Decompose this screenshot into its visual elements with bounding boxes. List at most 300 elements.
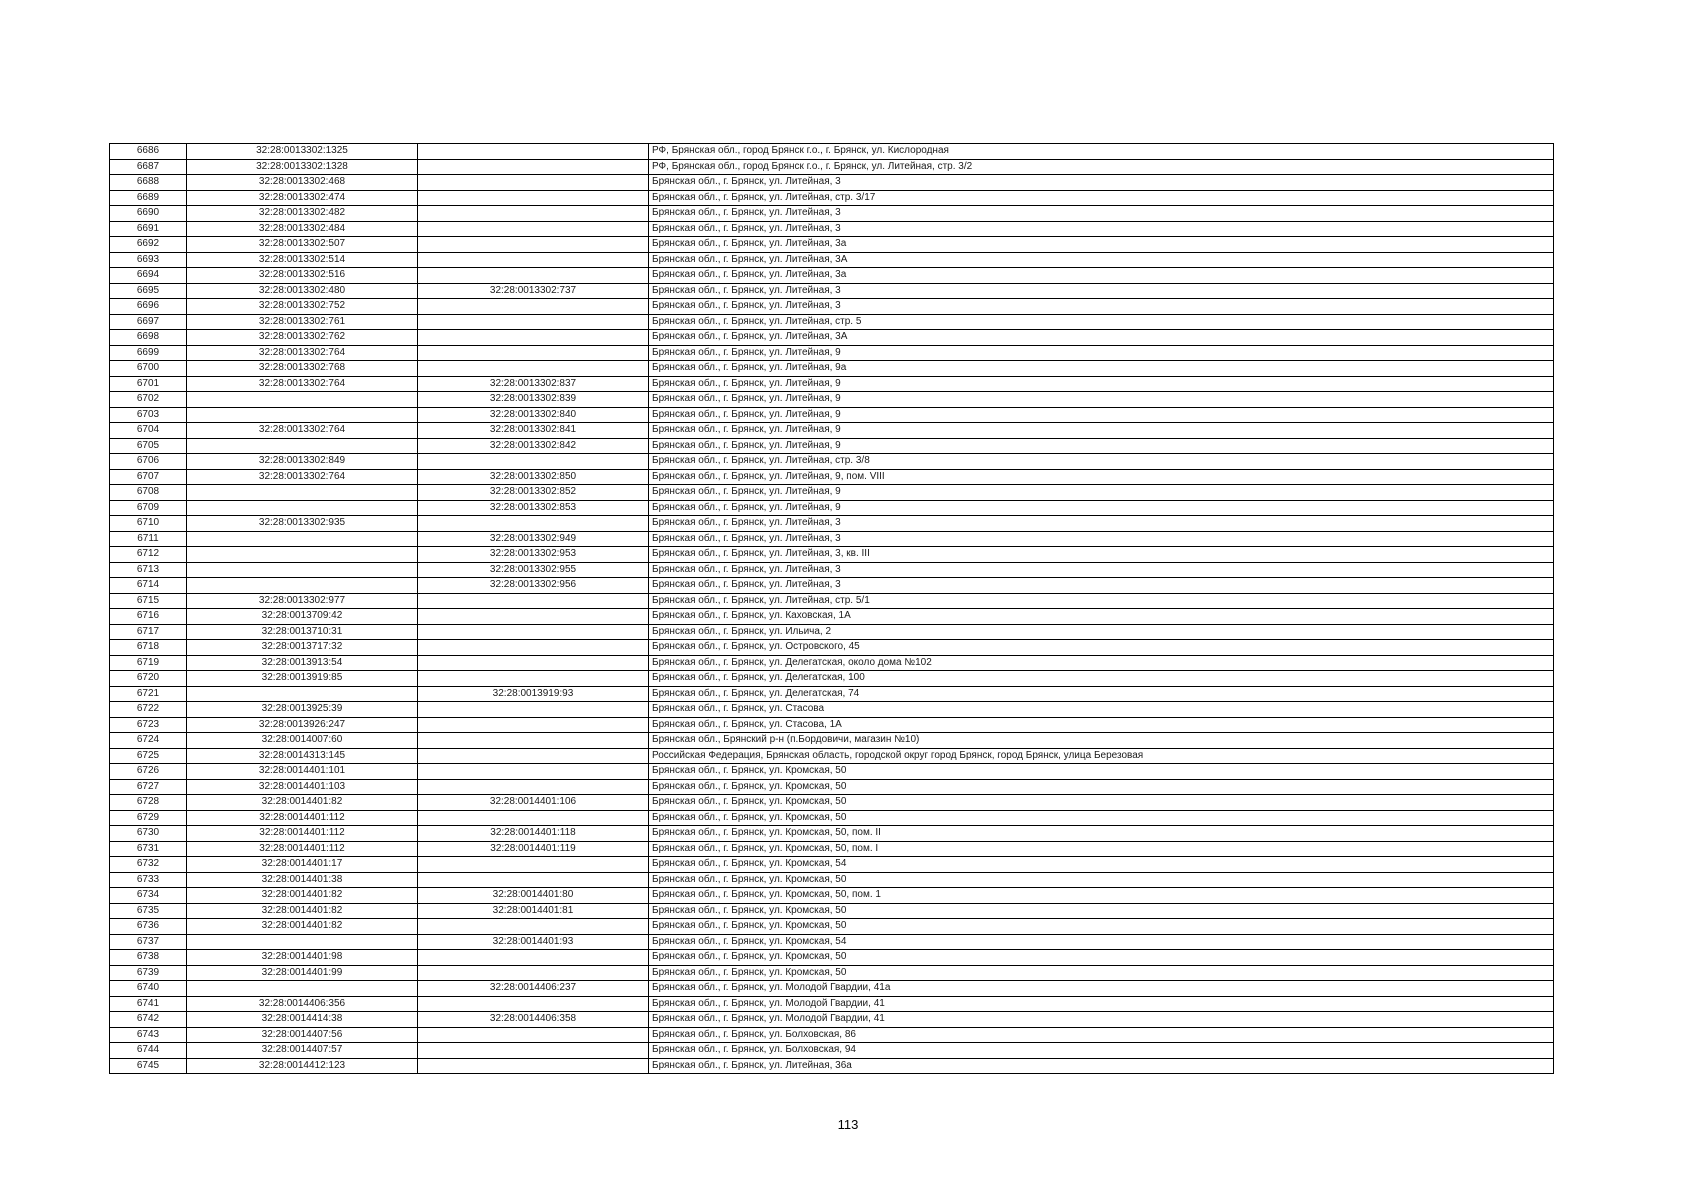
table-row	[110, 748, 1554, 764]
parent-cadastral-number-cell	[418, 144, 649, 160]
table-row	[110, 547, 1554, 563]
address-cell: Брянская обл., г. Брянск, ул. Литейная, стр. 5	[649, 314, 1554, 330]
table-row	[110, 872, 1554, 888]
table-row	[110, 810, 1554, 826]
parent-cadastral-number-cell	[418, 733, 649, 749]
address-cell: Брянская обл., г. Брянск, ул. Кромская, 50	[649, 965, 1554, 981]
cadastral-number-cell: 32:28:0014007:60	[187, 733, 418, 749]
cadastral-number-cell: 32:28:0013302:764	[187, 345, 418, 361]
address-cell: Брянская обл., г. Брянск, ул. Делегатская, 74	[649, 686, 1554, 702]
address-cell: Брянская обл., г. Брянск, ул. Литейная, 3	[649, 283, 1554, 299]
parent-cadastral-number-cell	[418, 1043, 649, 1059]
parent-cadastral-number-cell	[418, 640, 649, 656]
parent-cadastral-number-cell: 32:28:0013302:839	[418, 392, 649, 408]
row-number-cell: 6705	[110, 438, 187, 454]
parent-cadastral-number-cell	[418, 671, 649, 687]
address-cell: Брянская обл., г. Брянск, ул. Литейная, 9	[649, 423, 1554, 439]
table-row	[110, 671, 1554, 687]
row-number-cell: 6727	[110, 779, 187, 795]
row-number-cell: 6721	[110, 686, 187, 702]
address-cell: Брянская обл., г. Брянск, ул. Литейная, 9	[649, 407, 1554, 423]
address-cell: Брянская обл., г. Брянск, ул. Литейная, 3	[649, 531, 1554, 547]
row-number-cell: 6716	[110, 609, 187, 625]
cadastral-number-cell: 32:28:0013302:507	[187, 237, 418, 253]
cadastral-number-cell: 32:28:0014401:101	[187, 764, 418, 780]
cadastral-number-cell: 32:28:0013302:516	[187, 268, 418, 284]
table-row	[110, 857, 1554, 873]
registry-table-body	[110, 144, 1554, 1074]
row-number-cell: 6709	[110, 500, 187, 516]
address-cell: Брянская обл., г. Брянск, ул. Каховская, 1А	[649, 609, 1554, 625]
table-row	[110, 159, 1554, 175]
row-number-cell: 6688	[110, 175, 187, 191]
row-number-cell: 6715	[110, 593, 187, 609]
cadastral-number-cell: 32:28:0013302:764	[187, 423, 418, 439]
row-number-cell: 6742	[110, 1012, 187, 1028]
row-number-cell: 6736	[110, 919, 187, 935]
parent-cadastral-number-cell	[418, 221, 649, 237]
row-number-cell: 6687	[110, 159, 187, 175]
address-cell: Брянская обл., г. Брянск, ул. Кромская, 50, пом. I	[649, 841, 1554, 857]
parent-cadastral-number-cell	[418, 609, 649, 625]
address-cell: Брянская обл., г. Брянск, ул. Кромская, 50, пом. II	[649, 826, 1554, 842]
row-number-cell: 6730	[110, 826, 187, 842]
parent-cadastral-number-cell	[418, 1027, 649, 1043]
table-row	[110, 314, 1554, 330]
table-row	[110, 516, 1554, 532]
parent-cadastral-number-cell: 32:28:0013302:953	[418, 547, 649, 563]
parent-cadastral-number-cell: 32:28:0014401:80	[418, 888, 649, 904]
row-number-cell: 6699	[110, 345, 187, 361]
parent-cadastral-number-cell	[418, 717, 649, 733]
address-cell: Брянская обл., г. Брянск, ул. Кромская, 50	[649, 779, 1554, 795]
cadastral-number-cell: 32:28:0014407:56	[187, 1027, 418, 1043]
row-number-cell: 6733	[110, 872, 187, 888]
row-number-cell: 6701	[110, 376, 187, 392]
parent-cadastral-number-cell: 32:28:0014401:93	[418, 934, 649, 950]
row-number-cell: 6743	[110, 1027, 187, 1043]
address-cell: Брянская обл., г. Брянск, ул. Островского, 45	[649, 640, 1554, 656]
cadastral-number-cell	[187, 686, 418, 702]
parent-cadastral-number-cell: 32:28:0013302:737	[418, 283, 649, 299]
address-cell: Брянская обл., г. Брянск, ул. Литейная, 3	[649, 578, 1554, 594]
parent-cadastral-number-cell	[418, 206, 649, 222]
table-row	[110, 593, 1554, 609]
row-number-cell: 6732	[110, 857, 187, 873]
table-row	[110, 144, 1554, 160]
address-cell: Брянская обл., г. Брянск, ул. Стасова, 1А	[649, 717, 1554, 733]
address-cell: Брянская обл., г. Брянск, ул. Кромская, 50, пом. 1	[649, 888, 1554, 904]
row-number-cell: 6703	[110, 407, 187, 423]
parent-cadastral-number-cell	[418, 655, 649, 671]
address-cell: Брянская обл., г. Брянск, ул. Кромская, 50	[649, 872, 1554, 888]
table-row	[110, 252, 1554, 268]
row-number-cell: 6737	[110, 934, 187, 950]
table-row	[110, 175, 1554, 191]
parent-cadastral-number-cell: 32:28:0013302:842	[418, 438, 649, 454]
parent-cadastral-number-cell	[418, 1058, 649, 1074]
table-row	[110, 221, 1554, 237]
parent-cadastral-number-cell	[418, 252, 649, 268]
row-number-cell: 6686	[110, 144, 187, 160]
parent-cadastral-number-cell	[418, 454, 649, 470]
table-row	[110, 423, 1554, 439]
cadastral-number-cell: 32:28:0013302:482	[187, 206, 418, 222]
parent-cadastral-number-cell: 32:28:0014406:237	[418, 981, 649, 997]
row-number-cell: 6689	[110, 190, 187, 206]
cadastral-number-cell: 32:28:0013302:484	[187, 221, 418, 237]
row-number-cell: 6700	[110, 361, 187, 377]
parent-cadastral-number-cell	[418, 330, 649, 346]
row-number-cell: 6720	[110, 671, 187, 687]
table-row	[110, 965, 1554, 981]
cadastral-number-cell: 32:28:0013709:42	[187, 609, 418, 625]
address-cell: Брянская обл., г. Брянск, ул. Кромская, 54	[649, 857, 1554, 873]
parent-cadastral-number-cell	[418, 268, 649, 284]
row-number-cell: 6717	[110, 624, 187, 640]
address-cell: Брянская обл., г. Брянск, ул. Кромская, 50	[649, 795, 1554, 811]
row-number-cell: 6710	[110, 516, 187, 532]
row-number-cell: 6693	[110, 252, 187, 268]
address-cell: Брянская обл., г. Брянск, ул. Стасова	[649, 702, 1554, 718]
row-number-cell: 6707	[110, 469, 187, 485]
cadastral-number-cell: 32:28:0013302:849	[187, 454, 418, 470]
table-row	[110, 500, 1554, 516]
address-cell: Брянская обл., г. Брянск, ул. Литейная, 3	[649, 206, 1554, 222]
table-row	[110, 268, 1554, 284]
parent-cadastral-number-cell: 32:28:0014401:119	[418, 841, 649, 857]
address-cell: Брянская обл., г. Брянск, ул. Литейная, 3А	[649, 330, 1554, 346]
address-cell: Брянская обл., г. Брянск, ул. Кромская, 50	[649, 903, 1554, 919]
cadastral-number-cell	[187, 407, 418, 423]
address-cell: Брянская обл., г. Брянск, ул. Ильича, 2	[649, 624, 1554, 640]
table-row	[110, 655, 1554, 671]
table-row	[110, 407, 1554, 423]
cadastral-number-cell	[187, 438, 418, 454]
cadastral-number-cell: 32:28:0014401:112	[187, 841, 418, 857]
row-number-cell: 6744	[110, 1043, 187, 1059]
table-row	[110, 826, 1554, 842]
cadastral-number-cell: 32:28:0013302:480	[187, 283, 418, 299]
address-cell: Брянская обл., г. Брянск, ул. Литейная, 3, кв. III	[649, 547, 1554, 563]
address-cell: Брянская обл., г. Брянск, ул. Болховская, 94	[649, 1043, 1554, 1059]
row-number-cell: 6722	[110, 702, 187, 718]
address-cell: Брянская обл., г. Брянск, ул. Литейная, 3а	[649, 268, 1554, 284]
parent-cadastral-number-cell	[418, 237, 649, 253]
cadastral-number-cell: 32:28:0014407:57	[187, 1043, 418, 1059]
parent-cadastral-number-cell	[418, 764, 649, 780]
cadastral-number-cell: 32:28:0013302:764	[187, 469, 418, 485]
row-number-cell: 6712	[110, 547, 187, 563]
registry-table	[109, 143, 1554, 1074]
table-row	[110, 702, 1554, 718]
parent-cadastral-number-cell: 32:28:0013302:956	[418, 578, 649, 594]
row-number-cell: 6702	[110, 392, 187, 408]
table-row	[110, 562, 1554, 578]
table-row	[110, 283, 1554, 299]
cadastral-number-cell: 32:28:0013302:474	[187, 190, 418, 206]
parent-cadastral-number-cell: 32:28:0013302:853	[418, 500, 649, 516]
cadastral-number-cell: 32:28:0014406:356	[187, 996, 418, 1012]
cadastral-number-cell: 32:28:0014401:112	[187, 826, 418, 842]
address-cell: Брянская обл., г. Брянск, ул. Делегатская, 100	[649, 671, 1554, 687]
parent-cadastral-number-cell	[418, 299, 649, 315]
table-row	[110, 376, 1554, 392]
table-row	[110, 438, 1554, 454]
table-row	[110, 1043, 1554, 1059]
cadastral-number-cell: 32:28:0014313:145	[187, 748, 418, 764]
row-number-cell: 6735	[110, 903, 187, 919]
address-cell: Брянская обл., г. Брянск, ул. Кромская, 50	[649, 810, 1554, 826]
table-row	[110, 454, 1554, 470]
parent-cadastral-number-cell	[418, 748, 649, 764]
parent-cadastral-number-cell	[418, 872, 649, 888]
cadastral-number-cell: 32:28:0014401:103	[187, 779, 418, 795]
row-number-cell: 6706	[110, 454, 187, 470]
cadastral-number-cell: 32:28:0014401:82	[187, 888, 418, 904]
parent-cadastral-number-cell: 32:28:0013919:93	[418, 686, 649, 702]
address-cell: Брянская обл., г. Брянск, ул. Делегатская, около дома №102	[649, 655, 1554, 671]
parent-cadastral-number-cell	[418, 857, 649, 873]
cadastral-number-cell: 32:28:0014412:123	[187, 1058, 418, 1074]
address-cell: Брянская обл., г. Брянск, ул. Литейная, 9	[649, 500, 1554, 516]
table-row	[110, 392, 1554, 408]
cadastral-number-cell: 32:28:0013302:761	[187, 314, 418, 330]
parent-cadastral-number-cell	[418, 950, 649, 966]
table-row	[110, 903, 1554, 919]
cadastral-number-cell: 32:28:0013710:31	[187, 624, 418, 640]
cadastral-number-cell: 32:28:0014401:38	[187, 872, 418, 888]
table-row	[110, 950, 1554, 966]
table-row	[110, 981, 1554, 997]
cadastral-number-cell: 32:28:0013925:39	[187, 702, 418, 718]
address-cell: Брянская обл., г. Брянск, ул. Литейная, 3А	[649, 252, 1554, 268]
cadastral-number-cell: 32:28:0013302:768	[187, 361, 418, 377]
table-row	[110, 686, 1554, 702]
parent-cadastral-number-cell: 32:28:0013302:841	[418, 423, 649, 439]
row-number-cell: 6728	[110, 795, 187, 811]
cadastral-number-cell: 32:28:0014401:82	[187, 795, 418, 811]
address-cell: Брянская обл., г. Брянск, ул. Литейная, 3	[649, 221, 1554, 237]
address-cell: Брянская обл., г. Брянск, ул. Литейная, 9а	[649, 361, 1554, 377]
table-row	[110, 841, 1554, 857]
table-row	[110, 330, 1554, 346]
row-number-cell: 6729	[110, 810, 187, 826]
cadastral-number-cell: 32:28:0013302:1328	[187, 159, 418, 175]
address-cell: Брянская обл., г. Брянск, ул. Литейная, 9	[649, 345, 1554, 361]
table-row	[110, 996, 1554, 1012]
address-cell: Брянская обл., г. Брянск, ул. Молодой Гвардии, 41	[649, 996, 1554, 1012]
parent-cadastral-number-cell	[418, 175, 649, 191]
table-row	[110, 1058, 1554, 1074]
table-row	[110, 1012, 1554, 1028]
parent-cadastral-number-cell	[418, 624, 649, 640]
cadastral-number-cell: 32:28:0013926:247	[187, 717, 418, 733]
address-cell: РФ, Брянская обл., город Брянск г.о., г. Брянск, ул. Кислородная	[649, 144, 1554, 160]
table-row	[110, 361, 1554, 377]
address-cell: Брянская обл., г. Брянск, ул. Литейная, 3	[649, 562, 1554, 578]
row-number-cell: 6690	[110, 206, 187, 222]
table-row	[110, 578, 1554, 594]
address-cell: Брянская обл., г. Брянск, ул. Литейная, 3	[649, 516, 1554, 532]
address-cell: Брянская обл., г. Брянск, ул. Литейная, стр. 3/8	[649, 454, 1554, 470]
address-cell: Брянская обл., г. Брянск, ул. Литейная, 9	[649, 376, 1554, 392]
table-row	[110, 1027, 1554, 1043]
row-number-cell: 6731	[110, 841, 187, 857]
table-row	[110, 764, 1554, 780]
address-cell: Брянская обл., г. Брянск, ул. Кромская, 50	[649, 764, 1554, 780]
cadastral-number-cell: 32:28:0013717:32	[187, 640, 418, 656]
cadastral-number-cell	[187, 934, 418, 950]
table-row	[110, 919, 1554, 935]
cadastral-number-cell: 32:28:0014401:98	[187, 950, 418, 966]
cadastral-number-cell	[187, 392, 418, 408]
parent-cadastral-number-cell	[418, 965, 649, 981]
cadastral-number-cell: 32:28:0013302:514	[187, 252, 418, 268]
row-number-cell: 6697	[110, 314, 187, 330]
row-number-cell: 6724	[110, 733, 187, 749]
table-row	[110, 206, 1554, 222]
parent-cadastral-number-cell	[418, 702, 649, 718]
cadastral-number-cell: 32:28:0014401:82	[187, 919, 418, 935]
row-number-cell: 6708	[110, 485, 187, 501]
address-cell: Брянская обл., г. Брянск, ул. Литейная, 9, пом. VIII	[649, 469, 1554, 485]
address-cell: Брянская обл., г. Брянск, ул. Молодой Гвардии, 41а	[649, 981, 1554, 997]
address-cell: Брянская обл., г. Брянск, ул. Литейная, 9	[649, 392, 1554, 408]
parent-cadastral-number-cell: 32:28:0013302:852	[418, 485, 649, 501]
address-cell: Брянская обл., г. Брянск, ул. Литейная, стр. 3/17	[649, 190, 1554, 206]
parent-cadastral-number-cell	[418, 190, 649, 206]
row-number-cell: 6714	[110, 578, 187, 594]
address-cell: Брянская обл., г. Брянск, ул. Кромская, 54	[649, 934, 1554, 950]
address-cell: Брянская обл., Брянский р-н (п.Бордовичи, магазин №10)	[649, 733, 1554, 749]
cadastral-number-cell: 32:28:0014401:17	[187, 857, 418, 873]
parent-cadastral-number-cell: 32:28:0014401:118	[418, 826, 649, 842]
table-row	[110, 531, 1554, 547]
row-number-cell: 6740	[110, 981, 187, 997]
cadastral-number-cell	[187, 981, 418, 997]
parent-cadastral-number-cell: 32:28:0013302:837	[418, 376, 649, 392]
row-number-cell: 6739	[110, 965, 187, 981]
table-row	[110, 237, 1554, 253]
parent-cadastral-number-cell	[418, 345, 649, 361]
parent-cadastral-number-cell	[418, 361, 649, 377]
parent-cadastral-number-cell	[418, 919, 649, 935]
parent-cadastral-number-cell	[418, 314, 649, 330]
table-row	[110, 888, 1554, 904]
table-row	[110, 733, 1554, 749]
address-cell: Брянская обл., г. Брянск, ул. Литейная, 3	[649, 175, 1554, 191]
address-cell: Брянская обл., г. Брянск, ул. Литейная, 3	[649, 299, 1554, 315]
address-cell: Брянская обл., г. Брянск, ул. Болховская, 86	[649, 1027, 1554, 1043]
row-number-cell: 6723	[110, 717, 187, 733]
cadastral-number-cell: 32:28:0014401:99	[187, 965, 418, 981]
parent-cadastral-number-cell	[418, 779, 649, 795]
cadastral-number-cell: 32:28:0013302:977	[187, 593, 418, 609]
address-cell: РФ, Брянская обл., город Брянск г.о., г. Брянск, ул. Литейная, стр. 3/2	[649, 159, 1554, 175]
parent-cadastral-number-cell: 32:28:0013302:955	[418, 562, 649, 578]
row-number-cell: 6726	[110, 764, 187, 780]
parent-cadastral-number-cell: 32:28:0014401:81	[418, 903, 649, 919]
parent-cadastral-number-cell	[418, 159, 649, 175]
table-row	[110, 795, 1554, 811]
parent-cadastral-number-cell: 32:28:0014401:106	[418, 795, 649, 811]
parent-cadastral-number-cell: 32:28:0014406:358	[418, 1012, 649, 1028]
parent-cadastral-number-cell: 32:28:0013302:840	[418, 407, 649, 423]
cadastral-number-cell: 32:28:0013302:752	[187, 299, 418, 315]
cadastral-number-cell: 32:28:0013919:85	[187, 671, 418, 687]
cadastral-number-cell	[187, 531, 418, 547]
row-number-cell: 6725	[110, 748, 187, 764]
address-cell: Брянская обл., г. Брянск, ул. Литейная, 3а	[649, 237, 1554, 253]
address-cell: Брянская обл., г. Брянск, ул. Молодой Гвардии, 41	[649, 1012, 1554, 1028]
parent-cadastral-number-cell	[418, 810, 649, 826]
table-row	[110, 934, 1554, 950]
row-number-cell: 6696	[110, 299, 187, 315]
row-number-cell: 6695	[110, 283, 187, 299]
address-cell: Брянская обл., г. Брянск, ул. Литейная, 9	[649, 485, 1554, 501]
address-cell: Брянская обл., г. Брянск, ул. Кромская, 50	[649, 919, 1554, 935]
table-row	[110, 190, 1554, 206]
cadastral-number-cell: 32:28:0013302:764	[187, 376, 418, 392]
table-row	[110, 640, 1554, 656]
address-cell: Российская Федерация, Брянская область, городской округ город Брянск, город Брянск, улица Березовая	[649, 748, 1554, 764]
cadastral-number-cell	[187, 547, 418, 563]
address-cell: Брянская обл., г. Брянск, ул. Литейная, стр. 5/1	[649, 593, 1554, 609]
page-number: 113	[837, 1117, 859, 1132]
row-number-cell: 6734	[110, 888, 187, 904]
row-number-cell: 6691	[110, 221, 187, 237]
cadastral-number-cell: 32:28:0013302:1325	[187, 144, 418, 160]
cadastral-number-cell: 32:28:0013302:935	[187, 516, 418, 532]
parent-cadastral-number-cell: 32:28:0013302:850	[418, 469, 649, 485]
row-number-cell: 6741	[110, 996, 187, 1012]
table-row	[110, 609, 1554, 625]
row-number-cell: 6711	[110, 531, 187, 547]
address-cell: Брянская обл., г. Брянск, ул. Литейная, 36а	[649, 1058, 1554, 1074]
row-number-cell: 6692	[110, 237, 187, 253]
cadastral-number-cell: 32:28:0013302:468	[187, 175, 418, 191]
table-row	[110, 469, 1554, 485]
cadastral-number-cell: 32:28:0013913:54	[187, 655, 418, 671]
address-cell: Брянская обл., г. Брянск, ул. Кромская, 50	[649, 950, 1554, 966]
row-number-cell: 6704	[110, 423, 187, 439]
table-row	[110, 624, 1554, 640]
table-row	[110, 717, 1554, 733]
cadastral-number-cell	[187, 562, 418, 578]
cadastral-number-cell: 32:28:0014401:82	[187, 903, 418, 919]
row-number-cell: 6713	[110, 562, 187, 578]
cadastral-number-cell	[187, 578, 418, 594]
row-number-cell: 6718	[110, 640, 187, 656]
parent-cadastral-number-cell: 32:28:0013302:949	[418, 531, 649, 547]
table-row	[110, 779, 1554, 795]
cadastral-number-cell: 32:28:0014401:112	[187, 810, 418, 826]
row-number-cell: 6694	[110, 268, 187, 284]
table-row	[110, 345, 1554, 361]
cadastral-number-cell	[187, 485, 418, 501]
table-row	[110, 299, 1554, 315]
parent-cadastral-number-cell	[418, 516, 649, 532]
cadastral-number-cell	[187, 500, 418, 516]
cadastral-number-cell: 32:28:0014414:38	[187, 1012, 418, 1028]
parent-cadastral-number-cell	[418, 996, 649, 1012]
parent-cadastral-number-cell	[418, 593, 649, 609]
row-number-cell: 6698	[110, 330, 187, 346]
row-number-cell: 6738	[110, 950, 187, 966]
cadastral-number-cell: 32:28:0013302:762	[187, 330, 418, 346]
address-cell: Брянская обл., г. Брянск, ул. Литейная, 9	[649, 438, 1554, 454]
